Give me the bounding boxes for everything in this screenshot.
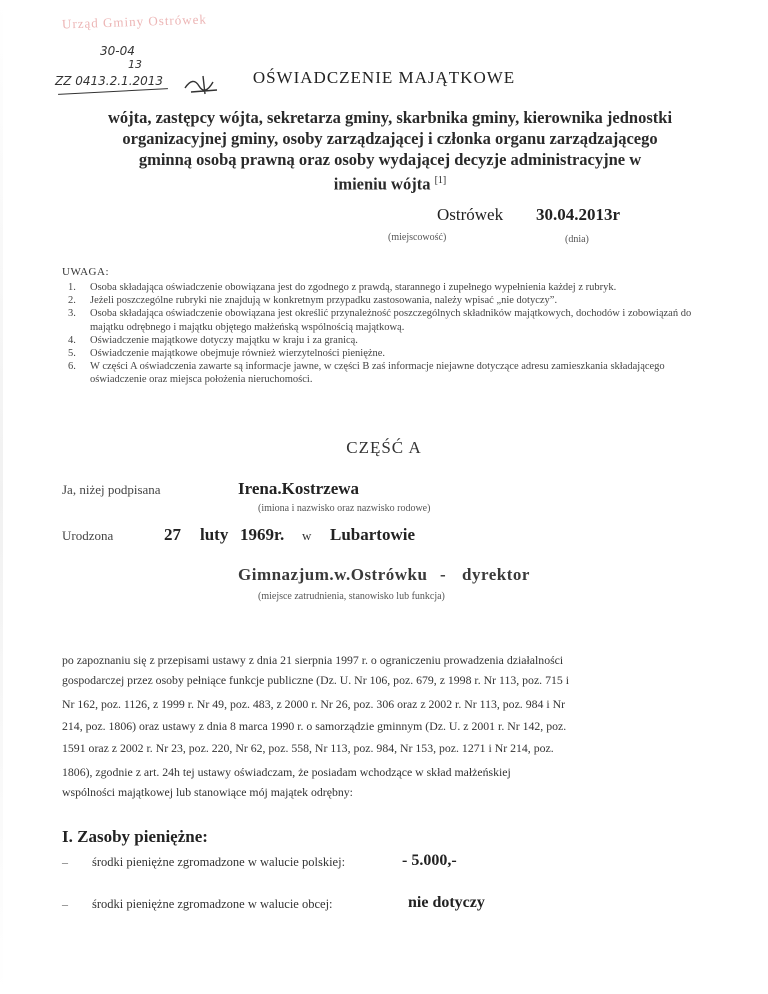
note-number: 4.: [68, 334, 76, 346]
place-value: Ostrówek: [437, 205, 504, 224]
handwritten-reference: ZZ 0413.2.1.2013: [55, 74, 164, 88]
handwritten-underline: [58, 88, 168, 95]
date-value: 30.04.2013r: [536, 205, 621, 224]
born-label: Urodzona: [62, 528, 114, 543]
document-subtitle: [50, 107, 730, 195]
note-number: 6.: [68, 361, 76, 373]
legal-paragraph: [62, 650, 712, 802]
note-text: Osoba składająca oświadczenie obowiązana jest określić przynależność poszczególnych składników majątkowych, dochodów i zobowiązań do majątku odrębnego i majątku objętego małżeńską wspólnością majątkową.: [90, 308, 692, 333]
note-text: Oświadczenie majątkowe obejmuje również wierzytelności pieniężne.: [90, 348, 386, 360]
subtitle-line-1: wójta, zastępcy wójta, sekretarza gminy, skarbnika gminy, kierownika jednostki: [107, 108, 673, 127]
handwritten-number: 13: [128, 58, 142, 71]
workplace: Gimnazjum.w.Ostrówku: [238, 565, 428, 584]
subtitle-line-4-text: imieniu wójta: [333, 174, 431, 194]
legal-line: wspólności majątkowej lub stanowiące mój majątek odrębny:: [62, 785, 353, 799]
note-item: [62, 334, 702, 347]
note-item: [62, 307, 702, 333]
birth-day: 27: [164, 525, 181, 544]
foreign-funds-label: środki pieniężne zgromadzone w walucie obcej:: [92, 897, 333, 911]
handwritten-date: 30-04: [100, 44, 135, 58]
position: dyrektor: [462, 565, 530, 584]
footnote-ref: [1]: [434, 175, 447, 186]
foreign-funds-value: nie dotyczy: [408, 894, 485, 911]
document-title: OŚWIADCZENIE MAJĄTKOWE: [252, 68, 516, 87]
birth-month: luty: [200, 525, 229, 544]
subtitle-line-2: organizacyjnej gminy, osoby zarządzającej i członka organu zarządzającego: [122, 129, 658, 148]
birth-preposition: w: [302, 528, 312, 543]
legal-line: 1806), zgodnie z art. 24h tej ustawy oświadczam, że posiadam wchodzące w skład małżeńskiej: [62, 765, 511, 779]
work-caption: (miejsce zatrudnienia, stanowisko lub funkcja): [258, 591, 445, 602]
work-separator: -: [440, 565, 446, 584]
note-item: [62, 360, 702, 386]
note-text: Oświadczenie majątkowe dotyczy majątku w kraju i za granicą.: [90, 334, 358, 346]
name-caption: (imiona i nazwisko oraz nazwisko rodowe): [258, 503, 431, 514]
bullet-dash: –: [62, 855, 68, 869]
scan-edge: [0, 0, 3, 994]
legal-line: 1591 oraz z 2002 r. Nr 23, poz. 220, Nr 62, poz. 558, Nr 113, poz. 984, Nr 153, poz. 1271 i Nr 214, poz.: [62, 741, 554, 755]
legal-line: gospodarczej przez osoby pełniące funkcje publiczne (Dz. U. Nr 106, poz. 679, z 1998 r. Nr 113, poz. 715 i: [62, 673, 570, 687]
office-stamp: Urząd Gminy Ostrówek: [61, 11, 208, 32]
note-number: 5.: [68, 348, 76, 360]
birth-place: Lubartowie: [330, 525, 415, 544]
declarant-label: Ja, niżej podpisana: [62, 482, 161, 497]
notes-heading: UWAGA:: [62, 266, 109, 278]
note-number: 2.: [68, 295, 76, 307]
notes-list: [62, 281, 702, 387]
part-a-heading: CZĘŚĆ A: [346, 438, 422, 457]
note-text: Jeżeli poszczególne rubryki nie znajdują w konkretnym przypadku zastosowania, należy wpisać „nie dotyczy”.: [90, 295, 558, 307]
legal-line: po zapoznaniu się z przepisami ustawy z dnia 21 sierpnia 1997 r. o ograniczeniu prowadzenia działalności: [62, 653, 564, 667]
bullet-dash: –: [62, 897, 68, 911]
note-number: 1.: [68, 282, 76, 293]
note-item: [62, 294, 702, 307]
note-item: [62, 347, 702, 360]
declarant-name: Irena.Kostrzewa: [238, 479, 360, 498]
place-caption: (miejscowość): [388, 232, 447, 243]
pln-funds-label: środki pieniężne zgromadzone w walucie polskiej:: [92, 855, 346, 869]
date-caption: (dnia): [565, 234, 589, 245]
note-text: W części A oświadczenia zawarte są informacje jawne, w części B zaś informacje niejawne dotyczące adresu zamieszkania składającego oświadczenie oraz miejsca położenia nieruchomości.: [90, 361, 665, 386]
note-item: [62, 281, 702, 294]
pln-funds-value: - 5.000,-: [402, 852, 457, 869]
note-number: 3.: [68, 308, 76, 320]
legal-line: Nr 162, poz. 1126, z 1999 r. Nr 49, poz. 483, z 2000 r. Nr 26, poz. 306 oraz z 2002 r. Nr 113, poz. 984 i Nr: [62, 697, 566, 711]
subtitle-line-3: gminną osobą prawną oraz osoby wydającej decyzje administracyjne w: [138, 150, 642, 169]
subtitle-line-4: [50, 170, 730, 195]
section-1-heading: I. Zasoby pieniężne:: [62, 827, 208, 846]
birth-year: 1969r.: [240, 525, 285, 544]
legal-line: 214, poz. 1806) oraz ustawy z dnia 8 marca 1990 r. o samorządzie gminnym (Dz. U. z 2001 r. Nr 142, poz.: [62, 719, 567, 733]
note-text: Osoba składająca oświadczenie obowiązana jest do zgodnego z prawdą, starannego i zupełnego wypełnienia każdej z rubryk.: [90, 282, 617, 293]
